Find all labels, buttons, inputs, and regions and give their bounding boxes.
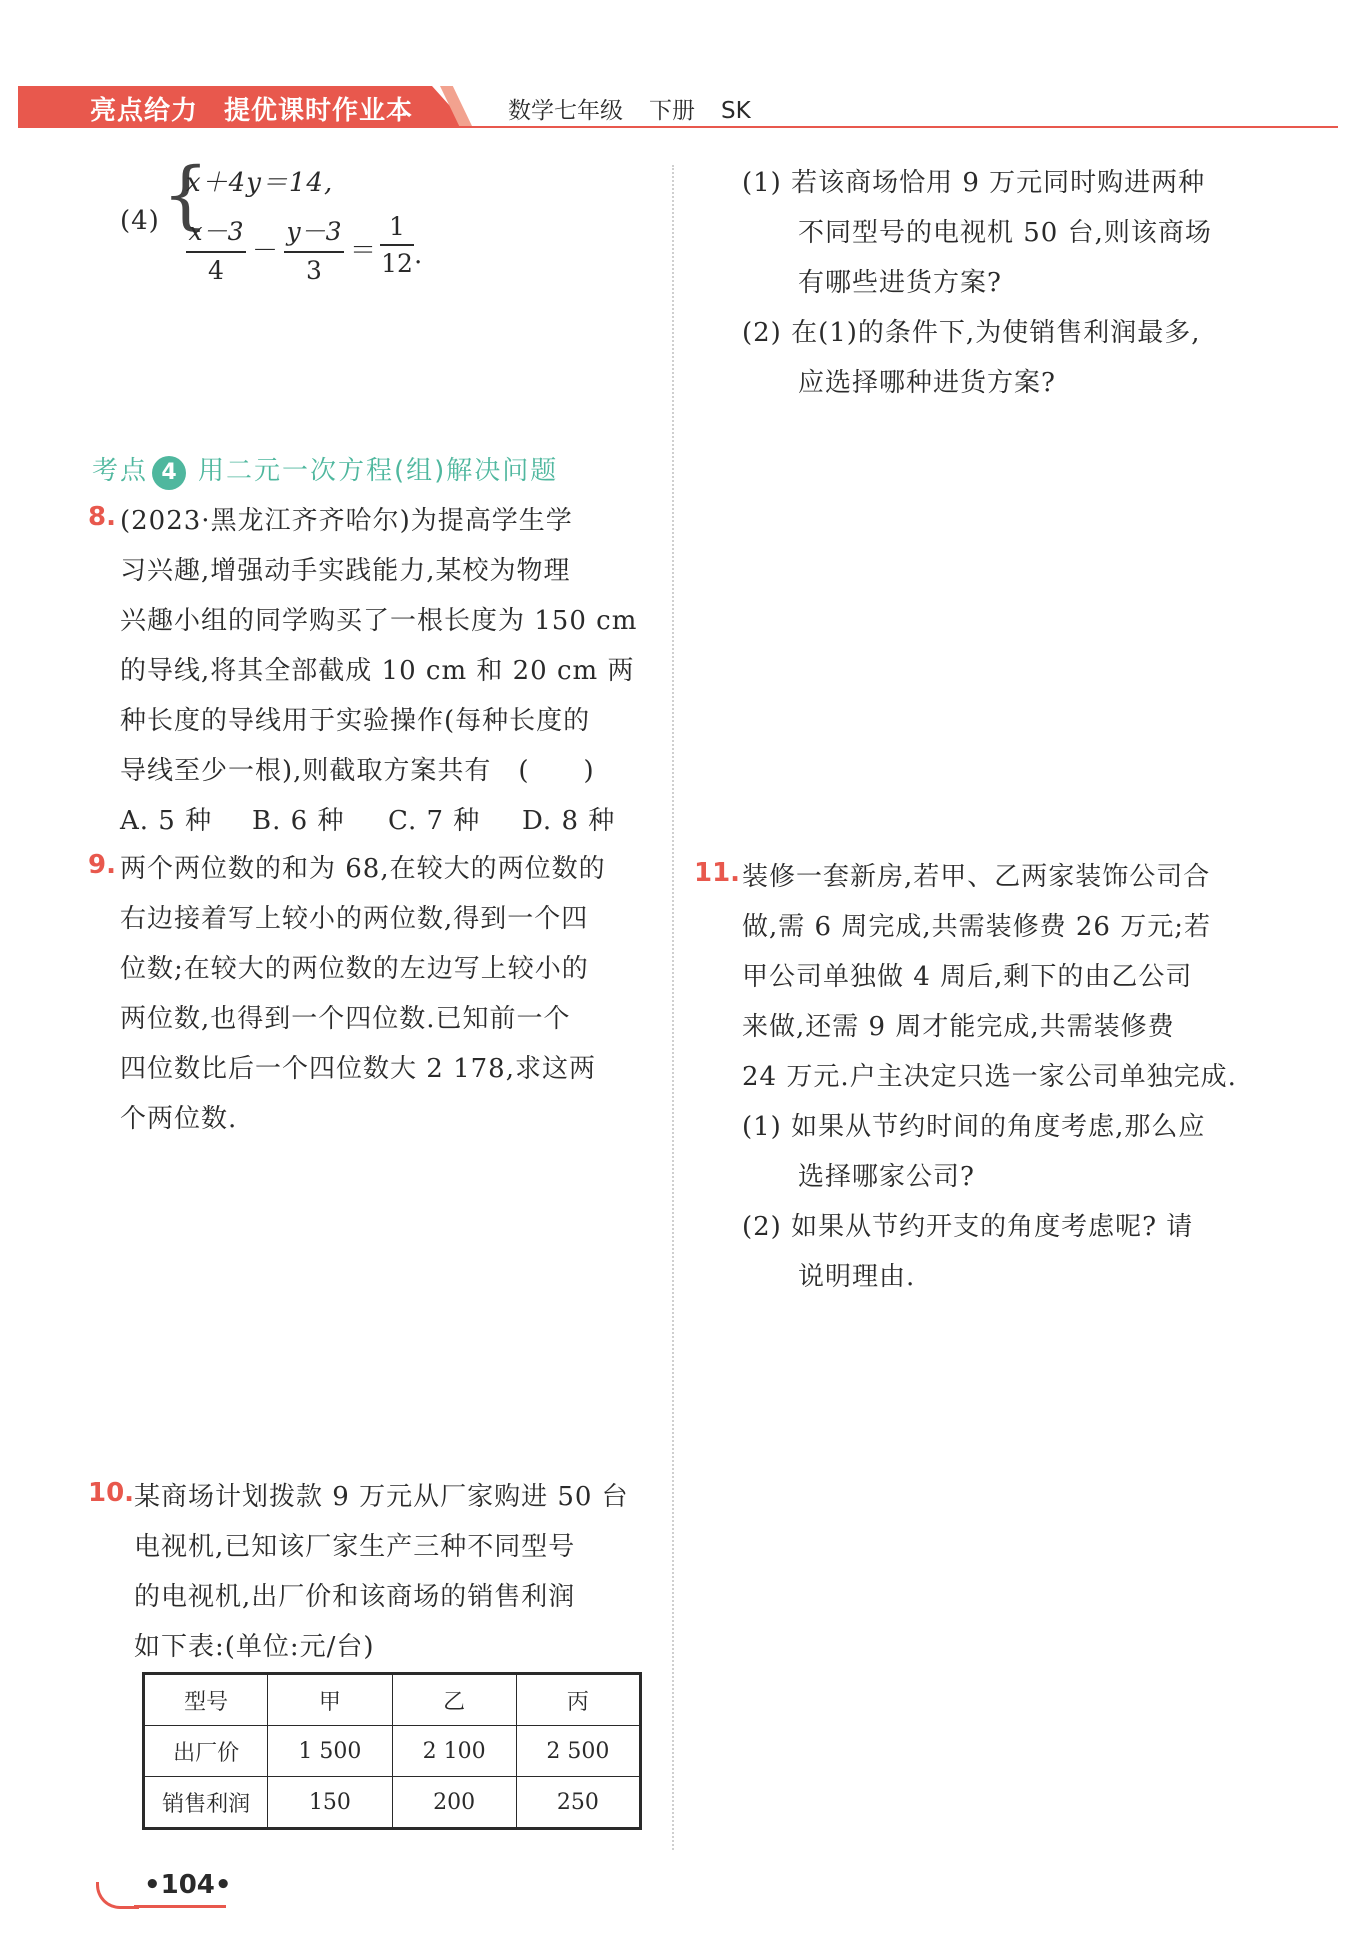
column-divider (672, 165, 674, 1850)
fraction-3-bar (380, 244, 414, 246)
q8-line: 种长度的导线用于实验操作(每种长度的 (120, 706, 591, 736)
q8-option-c: C. 7 种 (388, 806, 481, 836)
table-row (144, 1726, 641, 1777)
section-prefix: 考点 (92, 456, 149, 486)
table-cell: 1 500 (268, 1726, 392, 1777)
section-number-badge: 4 (152, 456, 186, 490)
header-rule (18, 126, 1338, 128)
q10-sub2-line: (2) 在(1)的条件下,为使销售利润最多, (742, 318, 1201, 348)
q11-line: 做,需 6 周完成,共需装修费 26 万元;若 (742, 912, 1211, 942)
q8-line: (2023·黑龙江齐齐哈尔)为提高学生学 (120, 506, 573, 536)
q11-line: 来做,还需 9 周才能完成,共需装修费 (742, 1012, 1175, 1042)
q9-line: 位数;在较大的两位数的左边写上较小的 (120, 954, 589, 984)
q10-line: 如下表:(单位:元/台) (134, 1632, 375, 1662)
minus-sign: － (252, 236, 280, 266)
edition: SK (721, 98, 751, 124)
fraction-1-bar (186, 251, 246, 253)
table-cell: 200 (392, 1777, 516, 1829)
header-brand (90, 90, 439, 127)
q11-line: 装修一套新房,若甲、乙两家装饰公司合 (742, 862, 1211, 892)
volume: 下册 (649, 98, 695, 124)
equals-sign: ＝ (350, 236, 378, 266)
question-8-number: 8. (88, 502, 116, 532)
q11-line: 甲公司单独做 4 周后,剩下的由乙公司 (742, 962, 1193, 992)
q8-line: 的导线,将其全部截成 10 cm 和 20 cm 两 (120, 656, 635, 686)
q8-line: 导线至少一根),则截取方案共有 ( ) (120, 756, 595, 786)
question-10-number: 10. (88, 1478, 135, 1508)
question-9-number: 9. (88, 850, 116, 880)
q9-line: 两位数,也得到一个四位数.已知前一个 (120, 1004, 571, 1034)
question-11-number: 11. (694, 858, 741, 888)
q10-sub1-line: 不同型号的电视机 50 台,则该商场 (798, 218, 1212, 248)
subject-grade: 数学七年级 (508, 98, 623, 124)
equation-period: . (414, 240, 424, 270)
section-title: 用二元一次方程(组)解决问题 (198, 456, 559, 486)
brand-name: 亮点给力 (90, 96, 199, 126)
fraction-2-denominator: 3 (306, 256, 322, 285)
book-name: 提优课时作业本 (224, 96, 414, 126)
table-cell: 销售利润 (144, 1777, 268, 1829)
q11-sub2-line: 说明理由. (798, 1262, 916, 1292)
fraction-3 (380, 212, 414, 278)
q10-sub2-line: 应选择哪种进货方案? (798, 368, 1056, 398)
table-cell: 2 100 (392, 1726, 516, 1777)
q9-line: 两个两位数的和为 68,在较大的两位数的 (120, 854, 606, 884)
system-brace: { (162, 152, 210, 238)
table-cell: 2 500 (516, 1726, 640, 1777)
fraction-3-denominator: 12 (381, 249, 413, 278)
page-number-curve (96, 1882, 139, 1909)
q8-line: 习兴趣,增强动手实践能力,某校为物理 (120, 556, 571, 586)
q9-line: 右边接着写上较小的两位数,得到一个四 (120, 904, 589, 934)
q11-sub2-line: (2) 如果从节约开支的角度考虑呢? 请 (742, 1212, 1194, 1242)
fraction-2-numerator: y－3 (286, 217, 342, 246)
q10-sub1-line: 有哪些进货方案? (798, 268, 1002, 298)
q8-option-b: B. 6 种 (252, 806, 345, 836)
table-row (144, 1674, 641, 1726)
price-table (142, 1672, 642, 1830)
fraction-1-denominator: 4 (208, 256, 224, 285)
q8-line: 兴趣小组的同学购买了一根长度为 150 cm (120, 606, 638, 636)
table-cell: 型号 (144, 1674, 268, 1726)
section-heading (92, 450, 558, 490)
q10-line: 电视机,已知该厂家生产三种不同型号 (134, 1532, 576, 1562)
equation-1: x＋4y＝14, (186, 168, 334, 198)
q10-sub1-line: (1) 若该商场恰用 9 万元同时购进两种 (742, 168, 1206, 198)
fraction-1-numerator: x－3 (188, 217, 244, 246)
table-cell: 出厂价 (144, 1726, 268, 1777)
fraction-2-bar (284, 251, 344, 253)
table-cell: 乙 (392, 1674, 516, 1726)
q11-sub1-line: (1) 如果从节约时间的角度考虑,那么应 (742, 1112, 1206, 1142)
q11-line: 24 万元.户主决定只选一家公司单独完成. (742, 1062, 1237, 1092)
page-number: •104• (144, 1870, 232, 1900)
fraction-2 (284, 212, 344, 285)
page-number-rule (134, 1905, 226, 1908)
q9-line: 个两位数. (120, 1104, 238, 1134)
q10-line: 某商场计划拨款 9 万元从厂家购进 50 台 (134, 1482, 629, 1512)
fraction-1 (186, 212, 246, 285)
q9-line: 四位数比后一个四位数大 2 178,求这两 (120, 1054, 596, 1084)
table-cell: 甲 (268, 1674, 392, 1726)
q11-sub1-line: 选择哪家公司? (798, 1162, 975, 1192)
header-subject (508, 92, 751, 125)
q10-line: 的电视机,出厂价和该商场的销售利润 (134, 1582, 576, 1612)
q8-option-d: D. 8 种 (522, 806, 616, 836)
q8-option-a: A. 5 种 (120, 806, 213, 836)
fraction-3-numerator: 1 (389, 212, 405, 241)
table-cell: 250 (516, 1777, 640, 1829)
table-row (144, 1777, 641, 1829)
q7-part-label: (4) (120, 206, 160, 236)
table-cell: 丙 (516, 1674, 640, 1726)
table-cell: 150 (268, 1777, 392, 1829)
